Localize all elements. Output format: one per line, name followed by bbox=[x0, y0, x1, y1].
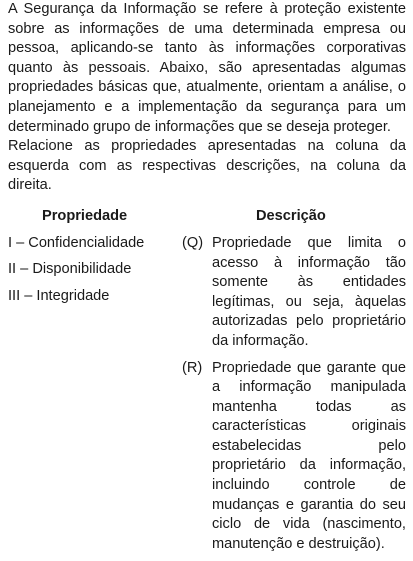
description-item-q bbox=[182, 234, 406, 352]
instruction-paragraph: Relacione as propriedades apresentadas na coluna da esquerda com as respectivas descrições, na coluna da direita. bbox=[8, 138, 406, 194]
column-headers bbox=[8, 208, 406, 228]
properties-list bbox=[8, 234, 176, 314]
property-item-disponibilidade: II – Disponibilidade bbox=[8, 261, 132, 278]
descriptions-list bbox=[182, 234, 406, 561]
header-descricao: Descrição bbox=[256, 207, 326, 224]
header-propriedade: Propriedade bbox=[42, 207, 128, 224]
property-item-integridade: III – Integridade bbox=[8, 287, 110, 304]
description-letter: (R) bbox=[182, 359, 203, 376]
property-item-confidencialidade: I – Confidencialidade bbox=[8, 234, 145, 251]
description-letter: (Q) bbox=[182, 234, 204, 251]
description-text: Propriedade que garante que a informação manipulada mantenha todas as características originais estabelecidas pelo proprietário da informação, incluindo controle de mudanças e garantia do seu ciclo de vida (nascimento, manutenção e destruição). bbox=[212, 359, 406, 552]
intro-paragraph: A Segurança da Informação se refere à proteção existente sobre as informações de uma determinada empresa ou pessoa, aplicando-se tanto às informações corporativas quanto às pessoais. Abaixo, são apresentadas algumas propriedades básicas que, atualmente, orientam a análise, o planejamento e a implementação da segurança para um determinado grupo de informações que se deseja proteger. bbox=[8, 1, 406, 135]
description-item-r bbox=[182, 359, 406, 555]
description-text: Propriedade que limita o acesso à informação tão somente às entidades legítimas, ou seja, àquelas autorizadas pelo proprietário da informação. bbox=[212, 234, 406, 349]
question-page bbox=[8, 0, 406, 552]
